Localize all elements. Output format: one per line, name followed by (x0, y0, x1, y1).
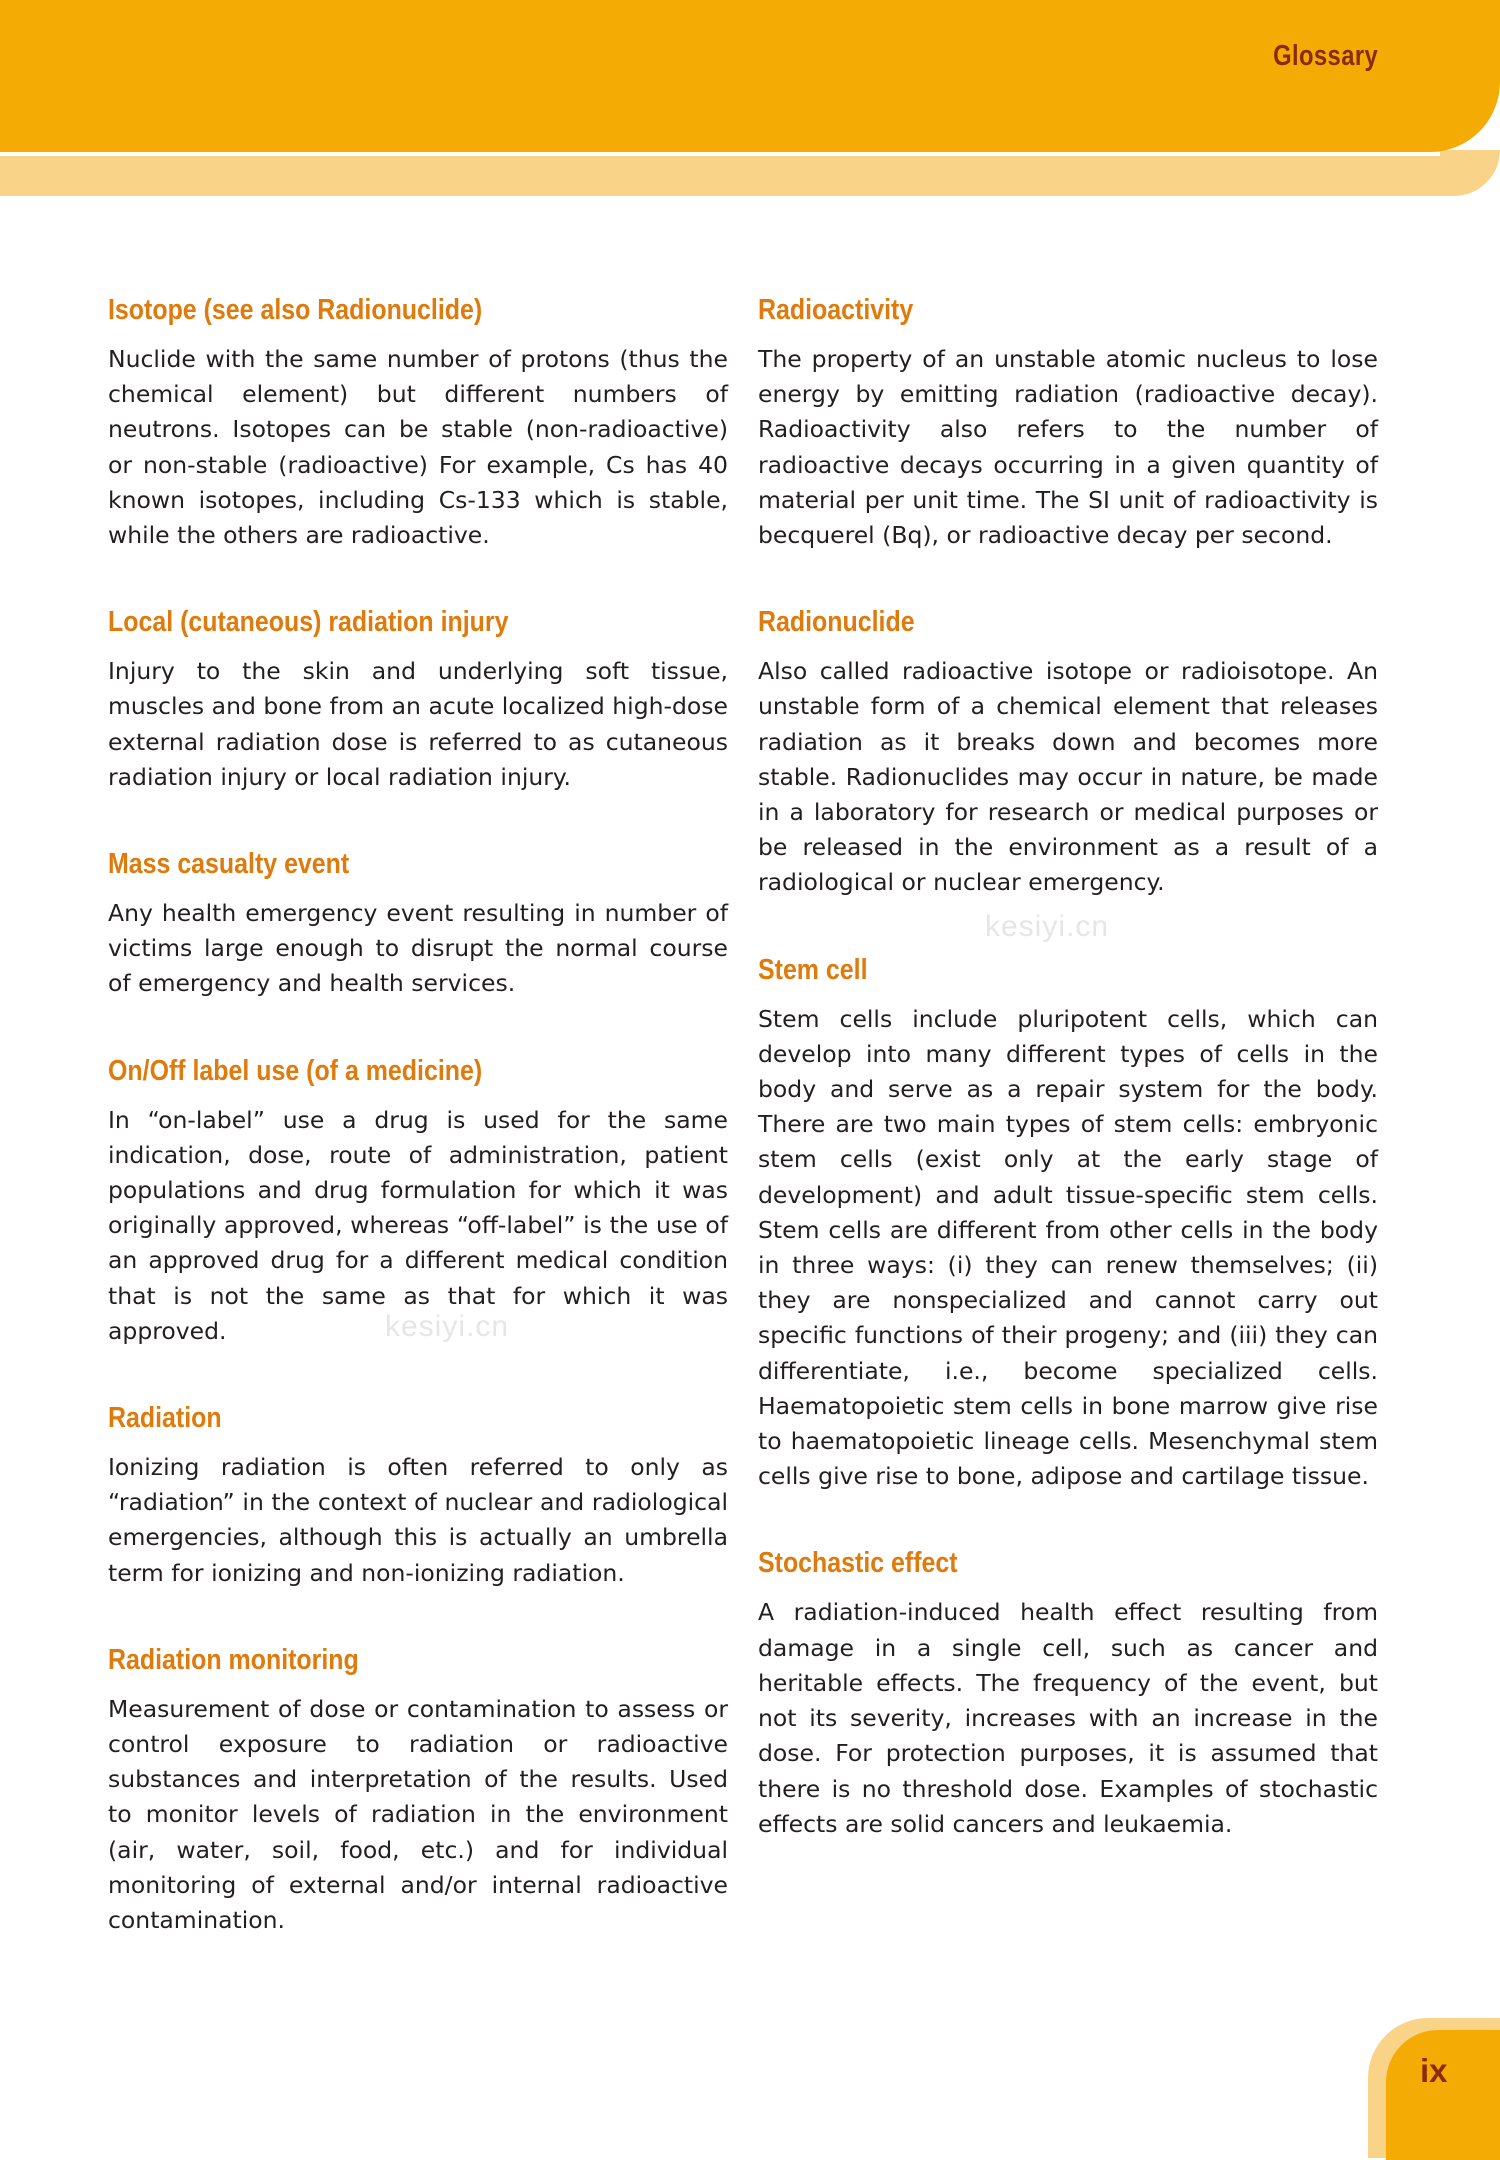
glossary-term: Radiation monitoring (108, 1643, 359, 1676)
glossary-entry (108, 290, 728, 553)
watermark: kesiyi.cn (385, 1310, 510, 1343)
glossary-definition: A radiation-induced health effect resulting from damage in a single cell, such as cancer and heritable effects. The frequency of the event, but not its severity, increases with an increase in the dose. For protection purposes, it is assumed that there is no threshold dose. Examples of stochastic effects are solid cancers and leukaemia. (758, 1598, 1378, 1838)
glossary-definition: Any health emergency event resulting in number of victims large enough to disrupt the normal course of emergency and health services. (108, 899, 728, 998)
header-band-light (0, 150, 1500, 196)
glossary-definition: Nuclide with the same number of protons (thus the chemical element) but different numbers of neutrons. Isotopes can be stable (non-radioactive) or non-stable (radioactive) For example, Cs has 40 known isotopes, including Cs-133 which is stable, while the others are radioactive. (108, 345, 728, 550)
glossary-definition: The property of an unstable atomic nucleus to lose energy by emitting radiation (radioactive decay). Radioactivity also refers to the number of radioactive decays occurring in a given quantity of material per unit time. The SI unit of radioactivity is becquerel (Bq), or radioactive decay per second. (758, 345, 1378, 550)
glossary-entry (758, 950, 1378, 1495)
glossary-definition: Stem cells include pluripotent cells, which can develop into many different types of cells in the body and serve as a repair system for the body. There are two main types of stem cells: embryonic stem cells (exist only at the early stage of development) and adult tissue-specific stem cells. Stem cells are different from other cells in the body in three ways: (i) they can renew themselves; (ii) they are nonspecialized and cannot carry out specific functions of their progeny; and (iii) they can differentiate, i.e., become specialized cells. Haematopoietic stem cells in bone marrow give rise to haematopoietic lineage cells. Mesenchymal stem cells give rise to bone, adipose and cartilage tissue. (758, 1004, 1378, 1491)
glossary-term: Stochastic effect (758, 1547, 958, 1580)
page-tab-inner (1386, 2030, 1500, 2160)
glossary-definition: Measurement of dose or contamination to assess or control exposure to radiation or radioactive substances and interpretation of the results. Used to monitor levels of radiation in the environment (air, water, soil, food, etc.) and for individual monitoring of external and/or internal radioactive contamination. (108, 1694, 728, 1935)
glossary-entry (758, 1543, 1378, 1841)
header-band (0, 0, 1500, 152)
glossary-term: Local (cutaneous) radiation injury (108, 606, 509, 639)
glossary-column-left (108, 290, 728, 1987)
header-divider (0, 152, 1440, 156)
glossary-term: Radioactivity (758, 294, 914, 326)
glossary-definition: In “on-label” use a drug is used for the same indication, dose, route of administration, patient populations and drug formulation for which it was originally approved, whereas “off-label” is the use of an approved drug for a different medical condition that is not the same as that for which it was approved. (108, 1105, 728, 1345)
glossary-entry (758, 602, 1378, 900)
glossary-term: Stem cell (758, 953, 868, 986)
glossary-term: Mass casualty event (108, 848, 350, 881)
glossary-entry (758, 290, 1378, 553)
glossary-entry (108, 1640, 728, 1938)
glossary-definition: Also called radioactive isotope or radioisotope. An unstable form of a chemical element that releases radiation as it breaks down and becomes more stable. Radionuclides may occur in nature, be made in a laboratory for research or medical purposes or be released in the environment as a result of a radiological or nuclear emergency. (758, 657, 1378, 897)
watermark: kesiyi.cn (985, 910, 1110, 943)
glossary-column-right (758, 290, 1378, 1891)
glossary-term: Radionuclide (758, 606, 915, 639)
glossary-entry (108, 1398, 728, 1591)
glossary-definition: Ionizing radiation is often referred to only as “radiation” in the context of nuclear and radiological emergencies, although this is actually an umbrella term for ionizing and non-ionizing radiation. (108, 1453, 728, 1587)
section-label: Glossary (1272, 40, 1378, 72)
page-number: ix (1420, 2052, 1448, 2089)
glossary-term: Isotope (see also Radionuclide) (108, 294, 483, 326)
glossary-definition: Injury to the skin and underlying soft tissue, muscles and bone from an acute localized high-dose external radiation dose is referred to as cutaneous radiation injury or local radiation injury. (108, 657, 728, 791)
glossary-term: On/Off label use (of a medicine) (108, 1054, 483, 1087)
glossary-term: Radiation (108, 1402, 222, 1435)
glossary-entry (108, 1051, 728, 1349)
glossary-entry (108, 844, 728, 1002)
glossary-entry (108, 602, 728, 795)
